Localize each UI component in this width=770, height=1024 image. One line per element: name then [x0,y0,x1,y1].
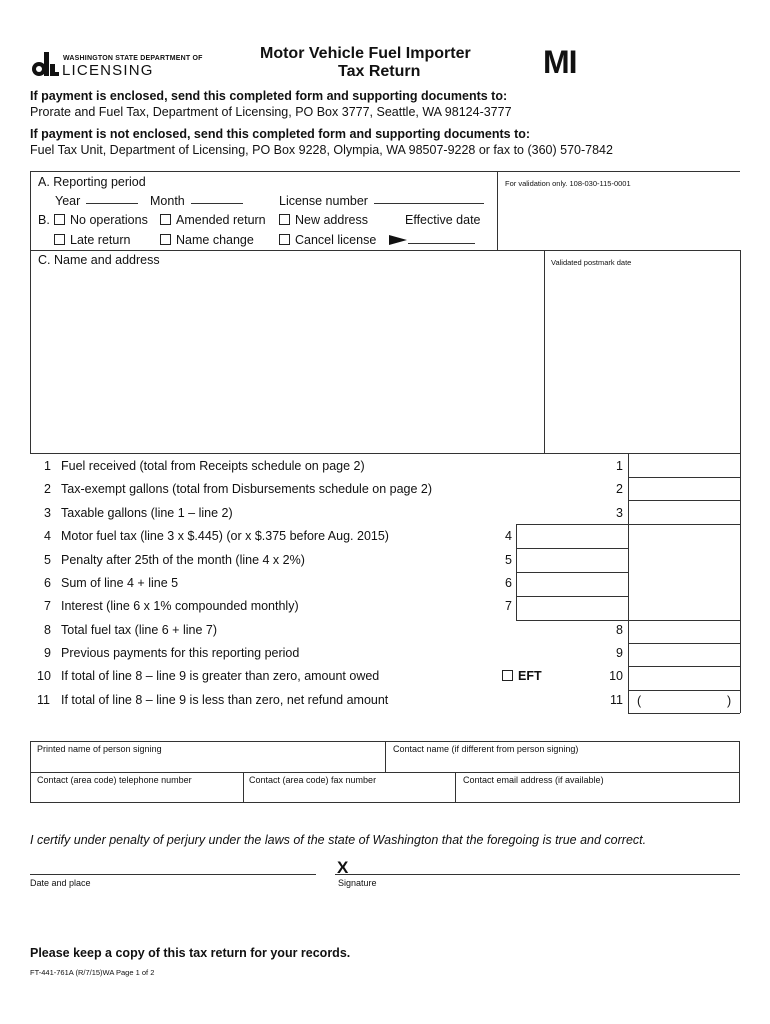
not-enclosed-heading: If payment is not enclosed, send this completed form and supporting documents to: [30,127,531,141]
agency-logo [30,52,203,80]
line-number: 8 [44,623,51,637]
line-description: Interest (line 6 x 1% compounded monthly) [61,599,299,613]
line-1-amount[interactable] [630,455,738,476]
name-change-checkbox[interactable]: Name change [160,233,254,247]
line-description: If total of line 8 – line 9 is greater than zero, amount owed [61,669,380,683]
line-11-amount[interactable] [630,692,738,712]
month-field[interactable] [150,194,243,208]
name-address-field[interactable] [32,270,542,450]
form-number: FT-441-761A (R/7/15)WA Page 1 of 2 [30,968,155,977]
license-number-label: License number [279,194,368,208]
no-operations-checkbox[interactable]: No operations [54,213,148,227]
line-description: Previous payments for this reporting period [61,646,300,660]
name-address-label: C. Name and address [38,253,160,267]
line-9-amount[interactable] [630,645,738,665]
eft-checkbox[interactable]: EFT [502,669,542,683]
validation-number: For validation only. 108-030-115-0001 [505,179,631,188]
refund-open-paren: ( [637,694,642,708]
line-2-amount[interactable] [630,479,738,499]
arrow-right-icon [389,235,407,245]
new-address-checkbox[interactable]: New address [279,213,368,227]
line-description: Sum of line 4 + line 5 [61,576,179,590]
line-reference-number: 1 [616,459,623,473]
enclosed-heading: If payment is enclosed, send this completed form and supporting documents to: [30,89,508,103]
contact-name-field[interactable]: Contact name (if different from person signing) [393,744,579,754]
late-return-checkbox[interactable]: Late return [54,233,130,247]
line-reference-number: 7 [505,599,512,613]
tax-line-5 [30,553,740,576]
tax-line-6 [30,576,740,599]
line-reference-number: 8 [616,623,623,637]
agency-name-line2: LICENSING [62,62,154,79]
postmark-label: Validated postmark date [551,258,632,267]
year-field[interactable] [55,194,138,208]
fax-field[interactable]: Contact (area code) fax number [249,775,377,785]
line-number: 1 [44,459,51,473]
line-number: 3 [44,506,51,520]
certification-statement: I certify under penalty of perjury under the laws of the state of Washington that the foregoing is true and correct. [30,833,647,847]
dol-logo-icon [30,52,60,78]
tax-line-7 [30,599,740,622]
line-number: 9 [44,646,51,660]
line-description: Fuel received (total from Receipts schedule on page 2) [61,459,365,473]
license-number-field[interactable] [279,194,484,208]
line-3-amount[interactable] [630,502,738,523]
reporting-period-label: A. Reporting period [38,175,146,189]
line-4-amount[interactable] [518,526,626,547]
line-7-amount[interactable] [518,598,626,619]
enclosed-address: Prorate and Fuel Tax, Department of Licensing, PO Box 3777, Seattle, WA 98124-3777 [30,105,512,119]
line-number: 11 [37,693,50,707]
tax-line-4 [30,529,740,552]
line-reference-number: 3 [616,506,623,520]
line-reference-number: 4 [505,529,512,543]
form-code: MI [543,44,577,80]
month-label: Month [150,194,185,208]
line-reference-number: 5 [505,553,512,567]
section-b-label: B. [38,213,50,227]
form-title-line2: Tax Return [338,63,421,80]
line-description: Total fuel tax (line 6 + line 7) [61,623,217,637]
amended-return-checkbox[interactable]: Amended return [160,213,266,227]
line-number: 6 [44,576,51,590]
effective-date-label: Effective date [405,213,481,227]
line-10-amount[interactable] [630,668,738,689]
refund-close-paren: ) [727,694,732,708]
line-description: Penalty after 25th of the month (line 4 x 2%) [61,553,305,567]
printed-name-field[interactable]: Printed name of person signing [37,744,162,754]
date-place-line[interactable] [30,874,316,875]
signature-line[interactable] [335,874,740,875]
line-reference-number: 9 [616,646,623,660]
agency-name-line1: WASHINGTON STATE DEPARTMENT OF [63,55,203,62]
effective-date-field[interactable] [408,243,475,244]
line-number: 2 [44,482,51,496]
line-number: 4 [44,529,51,543]
signature-label: Signature [338,878,377,888]
line-number: 10 [37,669,51,683]
signature-x-mark: X [337,858,349,877]
date-place-label: Date and place [30,878,91,888]
email-field[interactable]: Contact email address (if available) [463,775,604,785]
line-reference-number: 2 [616,482,623,496]
line-description: If total of line 8 – line 9 is less than zero, net refund amount [61,693,389,707]
line-description: Motor fuel tax (line 3 x $.445) (or x $.375 before Aug. 2015) [61,529,389,543]
line-reference-number: 6 [505,576,512,590]
year-label: Year [55,194,81,208]
keep-copy-notice: Please keep a copy of this tax return for your records. [30,946,351,960]
form-title-line1: Motor Vehicle Fuel Importer [260,45,471,62]
line-number: 7 [44,599,51,613]
line-description: Taxable gallons (line 1 – line 2) [61,506,233,520]
line-reference-number: 10 [609,669,623,683]
line-6-amount[interactable] [518,574,626,595]
line-reference-number: 11 [610,693,623,707]
line-description: Tax-exempt gallons (total from Disbursements schedule on page 2) [61,482,433,496]
telephone-field[interactable]: Contact (area code) telephone number [37,775,192,785]
not-enclosed-address: Fuel Tax Unit, Department of Licensing, PO Box 9228, Olympia, WA 98507-9228 or fax to (360) 570-7842 [30,143,613,157]
line-8-amount[interactable] [630,622,738,642]
line-5-amount[interactable] [518,550,626,571]
line-number: 5 [44,553,51,567]
cancel-license-checkbox[interactable]: Cancel license [279,233,376,247]
